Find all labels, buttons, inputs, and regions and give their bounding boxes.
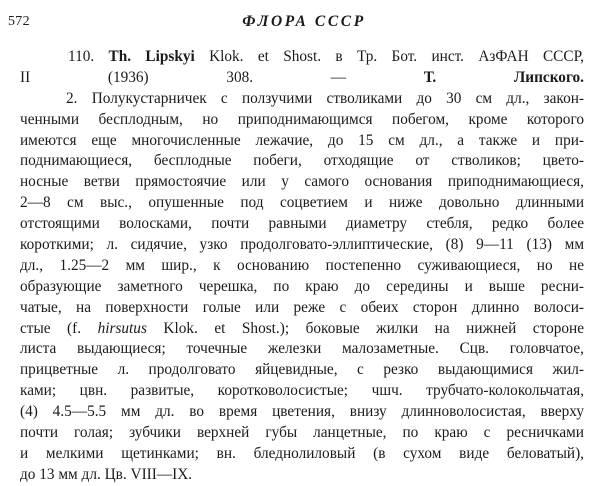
description-line: носные ветви прямостоячие или у самого основания приподнимающиеся, xyxy=(20,173,584,191)
entry-heading-line xyxy=(20,47,584,68)
description-line: 2—8 см выс., опушенные под соцветием и ниже довольно длинными xyxy=(20,194,584,212)
species-name: Th. Lipskyi xyxy=(108,48,195,65)
life-form-marker: 2. xyxy=(66,89,78,107)
page-header xyxy=(0,14,608,34)
description-line: образующие заметного черешка, по краю до середины и выше ресни- xyxy=(20,277,584,295)
running-title: ФЛОРА СССР xyxy=(242,13,366,30)
description-line: дл., 1.25—2 мм шир., к основанию постепенно суживающиеся, но не xyxy=(20,256,584,274)
entry-number: 110. xyxy=(68,48,95,65)
species-entry xyxy=(20,47,584,486)
description-line: прицветные л. продолговато яйцевидные, с резко выдающимися жил- xyxy=(20,361,584,379)
description-line: ченными бесплодным, но приподнимающимся побегом, кроме которого xyxy=(20,110,584,128)
description-line: (4) 4.5—5.5 мм дл. во время цветения, внизу длинноволосистая, вверху xyxy=(20,403,584,421)
citation: II (1936) 308. — xyxy=(20,68,347,86)
description-line: и мелкими щетинками; вн. бледнолиловый (в сухом виде беловатый), xyxy=(20,444,584,462)
description-line: до 13 мм дл. Цв. VIII—IX. xyxy=(20,465,193,483)
description-line: ками; цвн. развитые, коротковолосистые; чшч. трубчато-колокольчатая, xyxy=(20,382,584,400)
description-line: 2. Полукустарничек с ползучими стволиками до 30 см дл., закон- xyxy=(66,89,584,107)
description-line: стые (f. hirsutus Klok. et Shost.); боковые жилки на нижней стороне xyxy=(20,319,584,337)
description-line: листа выдающиеся; точечные железки малозаметные. Сцв. головчатое, xyxy=(20,340,584,358)
form-name: hirsutus xyxy=(97,319,147,337)
page-number: 572 xyxy=(8,14,30,29)
description-line: отстоящими волосками, почти равными диаметру стебля, редко более xyxy=(20,215,584,233)
species-authors: Klok. et Shost. в Тр. Бот. инст. АзФАН СССР, xyxy=(194,48,584,65)
russian-name: Т. Липского. xyxy=(423,68,584,86)
description-line: чатые, на поверхности голые или реже с обеих сторон длинно волоси- xyxy=(20,298,584,316)
description-line: имеются еще многочисленные лежачие, до 15 см дл., а также и при- xyxy=(20,131,584,149)
citation-line xyxy=(20,68,584,89)
description-line: поднимающиеся, бесплодные побеги, отходящие от стволиков; цвето- xyxy=(20,152,584,170)
description-line: почти голая; зубчики верхней губы ланцетные, по краю с ресничками xyxy=(20,424,584,442)
description-line: короткими; л. сидячие, узко продолговато-эллиптические, (8) 9—11 (13) мм xyxy=(20,236,584,254)
